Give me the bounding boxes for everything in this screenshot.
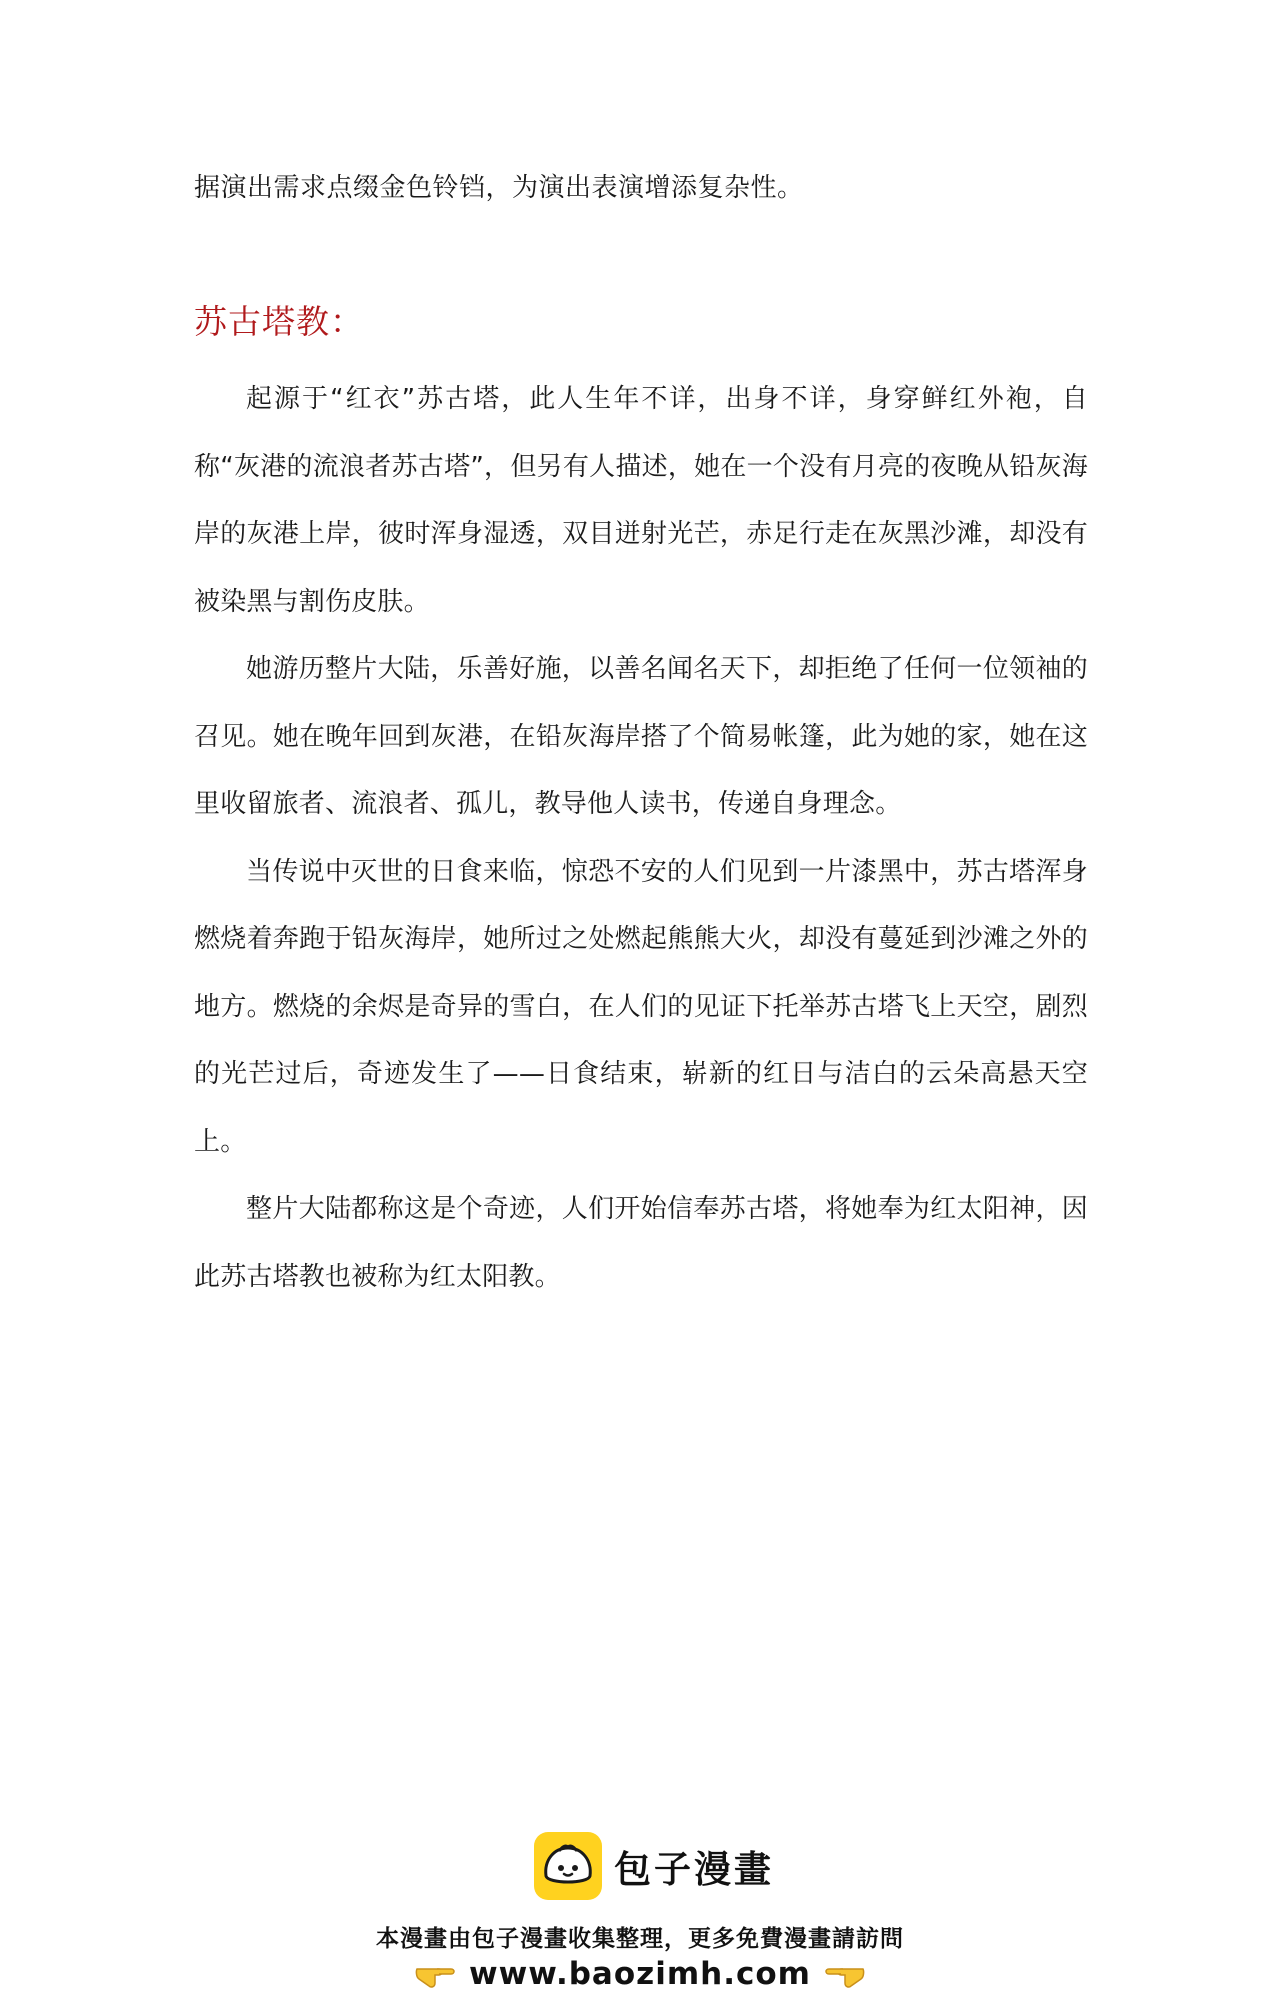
paragraph-travels: 她游历整片大陆，乐善好施，以善名闻名天下，却拒绝了任何一位领袖的召见。她在晚年回到灰港，在铅灰海岸搭了个简易帐篷，此为她的家，她在这里收留旅者、流浪者、孤儿，教导他人读书，传递自身理念。 <box>194 654 1088 819</box>
url-row <box>0 1956 1280 1992</box>
pointing-right-hand-icon <box>413 1957 457 1991</box>
article-body <box>194 366 1088 1311</box>
pointing-left-hand-icon <box>823 1957 867 1991</box>
paragraph-worship: 整片大陆都称这是个奇迹，人们开始信奉苏古塔，将她奉为红太阳神，因此苏古塔教也被称为红太阳教。 <box>194 1194 1088 1292</box>
brand-name: 包子漫畫 <box>614 1848 774 1891</box>
section-heading: 苏古塔教： <box>194 302 364 341</box>
collection-note: 本漫畫由包子漫畫收集整理，更多免費漫畫請訪問 <box>376 1926 904 1952</box>
watermark-footer <box>0 1830 1280 2011</box>
brand-logo[interactable] <box>532 1830 774 1902</box>
continued-text-line: 据演出需求点缀金色铃铛，为演出表演增添复杂性。 <box>194 173 804 203</box>
bun-mascot-icon <box>532 1830 604 1902</box>
paragraph-eclipse: 当传说中灭世的日食来临，惊恐不安的人们见到一片漆黑中，苏古塔浑身燃烧着奔跑于铅灰海岸，她所过之处燃起熊熊大火，却没有蔓延到沙滩之外的地方。燃烧的余烬是奇异的雪白，在人们的见证下托举苏古塔飞上天空，剧烈的光芒过后，奇迹发生了——日食结束，崭新的红日与洁白的云朵高悬天空上。 <box>194 856 1088 1157</box>
site-url-link[interactable]: www.baozimh.com <box>469 1956 811 1992</box>
paragraph-origin: 起源于“红衣”苏古塔，此人生年不详，出身不详，身穿鲜红外袍，自称“灰港的流浪者苏古塔”，但另有人描述，她在一个没有月亮的夜晚从铅灰海岸的灰港上岸，彼时浑身湿透，双目迸射光芒，赤足行走在灰黑沙滩，却没有被染黑与割伤皮肤。 <box>194 384 1088 617</box>
